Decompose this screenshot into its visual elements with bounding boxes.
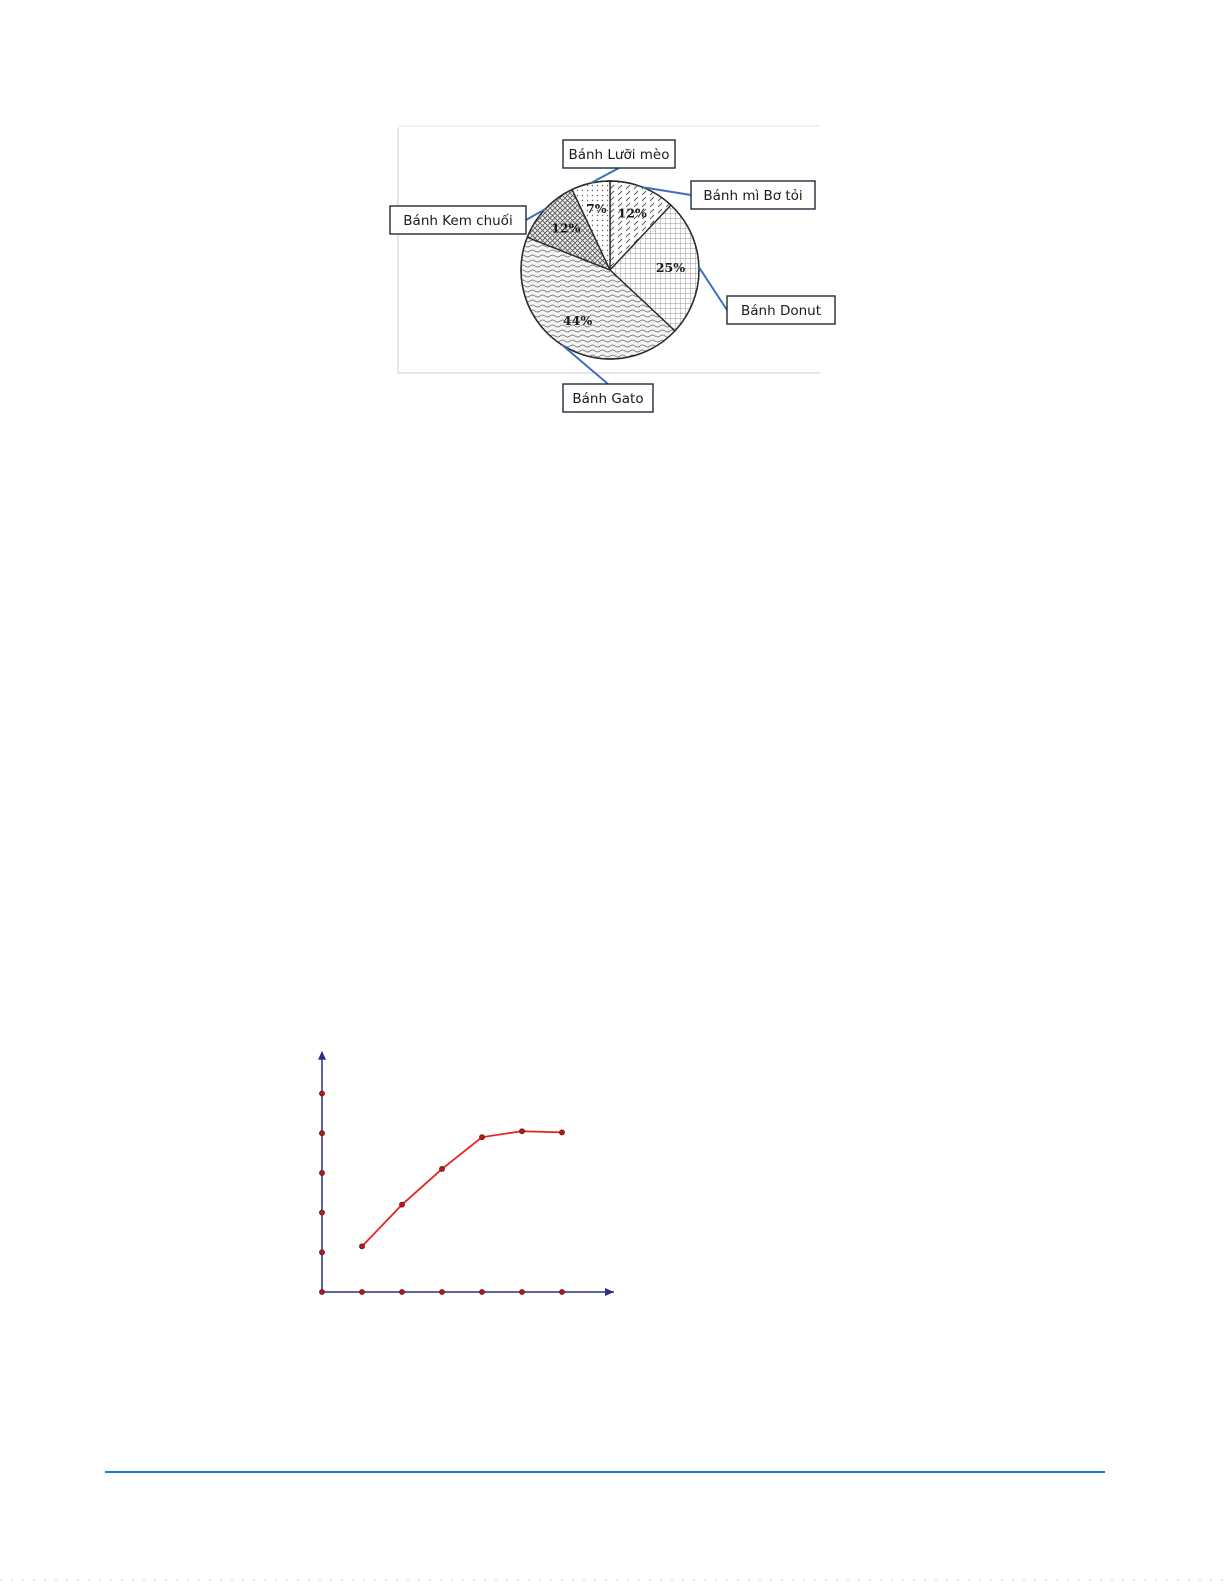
y-tick-marker <box>319 1250 324 1255</box>
series-line <box>362 1131 562 1246</box>
pie-percent-label: 12% <box>551 220 581 236</box>
x-axis-arrow-icon <box>605 1288 614 1296</box>
x-tick-marker <box>359 1289 364 1294</box>
data-point <box>479 1135 484 1140</box>
callout-label-banh-luoi-meo: Bánh Lưỡi mèo <box>568 147 670 163</box>
page-edge-artifact <box>0 1572 1225 1585</box>
y-tick-marker <box>319 1210 324 1215</box>
data-point <box>439 1166 444 1171</box>
data-point <box>399 1202 404 1207</box>
footer-rule <box>105 1471 1105 1473</box>
y-tick-marker <box>319 1131 324 1136</box>
callout-leader-line <box>699 267 727 310</box>
x-tick-marker <box>519 1289 524 1294</box>
pie-chart <box>370 118 850 428</box>
pie-percent-label: 25% <box>655 260 686 276</box>
callout-label-banh-kem-chuoi: Bánh Kem chuối <box>403 213 513 229</box>
line-chart <box>300 1045 630 1305</box>
y-tick-marker <box>319 1091 324 1096</box>
y-tick-marker <box>319 1170 324 1175</box>
data-point <box>359 1244 364 1249</box>
y-axis-arrow-icon <box>318 1051 326 1060</box>
x-tick-marker <box>319 1289 324 1294</box>
x-tick-marker <box>399 1289 404 1294</box>
callout-label-banh-mi-bo-toi: Bánh mì Bơ tỏi <box>703 188 803 204</box>
callout-label-banh-gato: Bánh Gato <box>572 391 644 407</box>
data-point <box>519 1129 524 1134</box>
data-point <box>559 1130 564 1135</box>
pie-percent-label: 12% <box>617 205 647 221</box>
pie-percent-label: 44% <box>562 313 593 329</box>
x-tick-marker <box>479 1289 484 1294</box>
x-tick-marker <box>439 1289 444 1294</box>
callout-label-banh-donut: Bánh Donut <box>741 303 821 319</box>
x-tick-marker <box>559 1289 564 1294</box>
pie-percent-label: 7% <box>586 201 607 217</box>
